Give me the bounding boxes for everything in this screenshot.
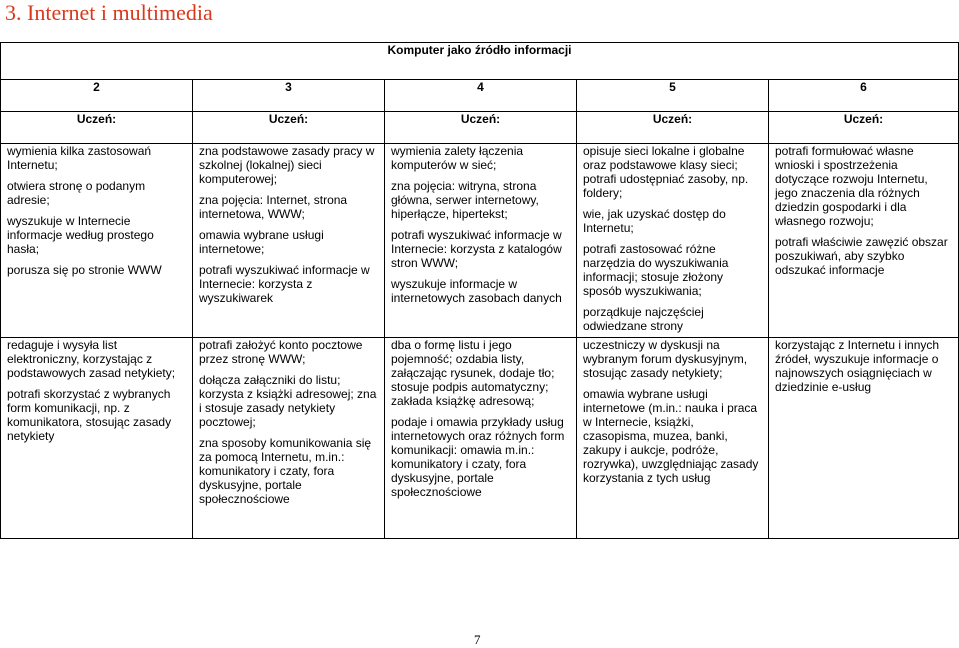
requirement-item: dołącza załączniki do listu; korzysta z książki adresowej; zna i stosuje zasady netykiety pocztowej; — [199, 373, 377, 429]
cell-b-grade-5 — [577, 338, 769, 539]
cell-a-grade-2 — [1, 144, 193, 338]
requirement-item: wyszukuje w Internecie informacje według prostego hasła; — [7, 214, 154, 256]
cell-a-grade-6 — [769, 144, 959, 338]
grade-3: 3 — [193, 80, 385, 112]
requirement-item: zna pojęcia: witryna, strona główna, serwer internetowy, hiperłącze, hipertekst; — [391, 179, 539, 221]
cell-a-grade-3 — [193, 144, 385, 338]
requirement-item: zna podstawowe zasady pracy w szkolnej (lokalnej) sieci komputerowej; — [199, 144, 375, 186]
page-number: 7 — [474, 632, 481, 647]
column-head: Uczeń: — [769, 112, 959, 144]
requirement-item: otwiera stronę o podanym adresie; — [7, 179, 146, 207]
requirement-item: potrafi zastosować różne narzędzia do wyszukiwania informacji; stosuje złożony sposób wyszukiwania; — [583, 242, 729, 298]
requirement-item: omawia wybrane usługi internetowe (m.in.: nauka i praca w Internecie, książki, czasopisma, muzea, banki, zakupy i aukcje, podróże, rozrywka), uwzględniając zasady korzystania z tych usług — [583, 387, 759, 485]
requirement-item: omawia wybrane usługi internetowe; — [199, 228, 324, 256]
requirement-item: porządkuje najczęściej odwiedzane strony — [583, 305, 704, 333]
requirement-item: wymienia kilka zastosowań Internetu; — [7, 144, 152, 172]
cell-b-grade-6 — [769, 338, 959, 539]
requirement-item: opisuje sieci lokalne i globalne oraz podstawowe klasy sieci; potrafi udostępniać zasoby, np. foldery; — [583, 144, 749, 200]
requirement-item: potrafi wyszukiwać informacje w Internecie: korzysta z katalogów stron WWW; — [391, 228, 562, 270]
column-head: Uczeń: — [577, 112, 769, 144]
requirement-item: porusza się po stronie WWW — [7, 263, 162, 277]
cell-b-grade-2 — [1, 338, 193, 539]
cell-a-grade-5 — [577, 144, 769, 338]
cell-b-grade-3 — [193, 338, 385, 539]
requirement-item: korzystając z Internetu i innych źródeł, wyszukuje informacje o najnowszych osiągnięciach w dziedzinie e-usług — [775, 338, 940, 394]
requirement-item: potrafi właściwie zawęzić obszar poszukiwań, aby szybko odszukać informacje — [775, 235, 948, 277]
grade-2: 2 — [1, 80, 193, 112]
requirement-item: uczestniczy w dyskusji na wybranym forum dyskusyjnym, stosując zasady netykiety; — [583, 338, 748, 380]
requirement-item: potrafi wyszukiwać informacje w Internecie: korzysta z wyszukiwarek — [199, 263, 370, 305]
requirement-item: zna pojęcia: Internet, strona internetowa, WWW; — [199, 193, 348, 221]
column-head: Uczeń: — [385, 112, 577, 144]
requirement-item: potrafi skorzystać z wybranych form komunikacji, np. z komunikatora, stosując zasady netykiety — [7, 387, 172, 443]
requirement-item: dba o formę listu i jego pojemność; ozdabia listy, załączając rysunek, dodaje tło; stosuje podpis automatyczny; zakłada książkę adresową; — [391, 338, 555, 408]
requirement-item: redaguje i wysyła list elektroniczny, korzystając z podstawowych zasad netykiety; — [7, 338, 176, 380]
requirement-item: potrafi założyć konto pocztowe przez stronę WWW; — [199, 338, 363, 366]
requirement-item: zna sposoby komunikowania się za pomocą Internetu, m.in.: komunikatory i czaty, fora dyskusyjne, portale społecznościowe — [199, 436, 372, 506]
requirement-item: potrafi formułować własne wnioski i spostrzeżenia dotyczące rozwoju Internetu, jego znaczenia dla różnych dziedzin gospodarki i dla własnego rozwoju; — [775, 144, 928, 228]
page-title: 3. Internet i multimedia — [5, 0, 213, 25]
requirements-table — [0, 42, 959, 539]
table-title: Komputer jako źródło informacji — [1, 43, 959, 80]
column-head: Uczeń: — [193, 112, 385, 144]
grade-6: 6 — [769, 80, 959, 112]
requirement-item: wymienia zalety łączenia komputerów w sieć; — [391, 144, 524, 172]
requirement-item: wie, jak uzyskać dostęp do Internetu; — [583, 207, 726, 235]
grade-4: 4 — [385, 80, 577, 112]
cell-a-grade-4 — [385, 144, 577, 338]
cell-b-grade-4 — [385, 338, 577, 539]
requirement-item: podaje i omawia przykłady usług internetowych oraz różnych form komunikacji: omawia m.in.: komunikatory i czaty, fora dyskusyjne, portale społecznościowe — [391, 415, 565, 499]
grade-5: 5 — [577, 80, 769, 112]
requirement-item: wyszukuje informacje w internetowych zasobach danych — [391, 277, 562, 305]
column-head: Uczeń: — [1, 112, 193, 144]
